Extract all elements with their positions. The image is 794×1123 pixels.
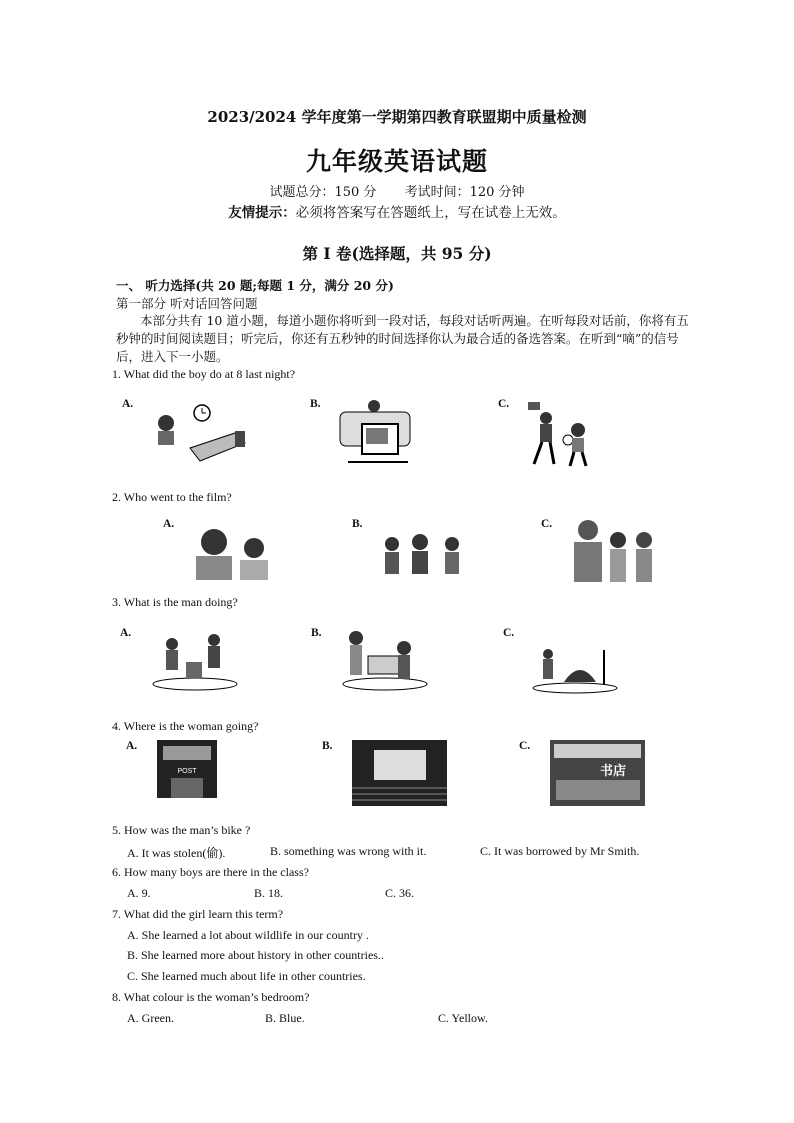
question-6: 6. How many boys are there in the class? — [112, 865, 309, 879]
q2-option-b-label: B. — [352, 518, 363, 530]
q7-option-a: A. She learned a lot about wildlife in our country . — [127, 928, 369, 942]
q3-picture-c-planting-icon — [530, 648, 620, 694]
question-8: 8. What colour is the woman’s bedroom? — [112, 990, 310, 1004]
q8-option-a: A. Green. — [127, 1011, 174, 1025]
q1-option-b-label: B. — [310, 398, 321, 410]
question-5: 5. How was the man’s bike ? — [112, 823, 251, 837]
question-3: 3. What is the man doing? — [112, 595, 238, 609]
q5-option-a: A. It was stolen(偷). — [127, 846, 226, 860]
tip-label: 友情提示： — [228, 205, 296, 221]
section-title: 一、 听力选择(共 20 题;每题 1 分，满分 20 分) — [116, 278, 394, 293]
tip-text: 必须将答案写在答题纸上，写在试卷上无效。 — [295, 205, 566, 221]
instructions: 本部分共有 10 道小题，每道小题你将听到一段对话，每段对话听两遍。在听每段对话前，你将有五秒钟的时间阅读题目；听完后，你还有五秒钟的时间选择你认为最合适的备选答案。在听到“嘀”的信号后，进入下一小题。 — [116, 313, 689, 364]
q2-picture-a-man-and-boy-icon — [190, 524, 272, 580]
q1-picture-c-basketball-icon — [520, 400, 600, 468]
q3-option-c-label: C. — [503, 627, 515, 639]
exam-header-line: 2023/2024 学年度第一学期第四教育联盟期中质量检测 — [207, 108, 587, 126]
q4-picture-c-bookstore-icon — [550, 740, 645, 806]
q5-option-b: B. something was wrong with it. — [270, 844, 427, 858]
q4-picture-a-post-office-icon — [157, 740, 217, 798]
q2-picture-b-children-icon — [380, 532, 468, 578]
question-2: 2. Who went to the film? — [112, 490, 232, 504]
q5-option-c: C. It was borrowed by Mr Smith. — [480, 844, 640, 858]
q4-option-b-label: B. — [322, 740, 333, 752]
q3-option-b-label: B. — [311, 627, 322, 639]
q4-picture-b-cinema-icon — [352, 740, 447, 806]
q1-picture-a-sleeping-icon — [150, 403, 250, 463]
sub-section-title: 第一部分 听对话回答问题 — [116, 296, 258, 311]
q6-option-b: B. 18. — [254, 886, 284, 900]
q7-option-b: B. She learned more about history in other countries.. — [127, 948, 384, 962]
question-4: 4. Where is the woman going? — [112, 719, 259, 733]
q1-option-c-label: C. — [498, 398, 510, 410]
q6-option-a: A. 9. — [127, 886, 151, 900]
exam-meta — [0, 181, 794, 200]
q2-picture-c-family-icon — [568, 518, 658, 584]
q2-option-c-label: C. — [541, 518, 553, 530]
part-title: 第 I 卷(选择题，共 95 分) — [302, 244, 492, 263]
q4-option-c-label: C. — [519, 740, 531, 752]
bookstore-sign: 书店 — [600, 764, 627, 779]
q3-picture-a-gardening-icon — [150, 632, 240, 692]
q7-option-c: C. She learned much about life in other countries. — [127, 969, 366, 983]
total-score: 试题总分：150 分 — [269, 185, 377, 200]
exam-tip — [0, 201, 794, 221]
question-1: 1. What did the boy do at 8 last night? — [112, 367, 296, 381]
q4-option-a-label: A. — [126, 740, 138, 752]
q3-picture-b-dinner-icon — [340, 624, 430, 692]
q8-option-b: B. Blue. — [265, 1011, 305, 1025]
exam-time: 考试时间：120 分钟 — [404, 185, 525, 200]
q1-option-a-label: A. — [122, 398, 134, 410]
q1-picture-b-tv-icon — [338, 398, 418, 466]
q6-option-c: C. 36. — [385, 886, 415, 900]
post-sign: POST — [177, 768, 197, 775]
q2-option-a-label: A. — [163, 518, 175, 530]
question-7: 7. What did the girl learn this term? — [112, 907, 284, 921]
exam-title: 九年级英语试题 — [305, 147, 488, 176]
q8-option-c: C. Yellow. — [438, 1011, 488, 1025]
q3-option-a-label: A. — [120, 627, 132, 639]
